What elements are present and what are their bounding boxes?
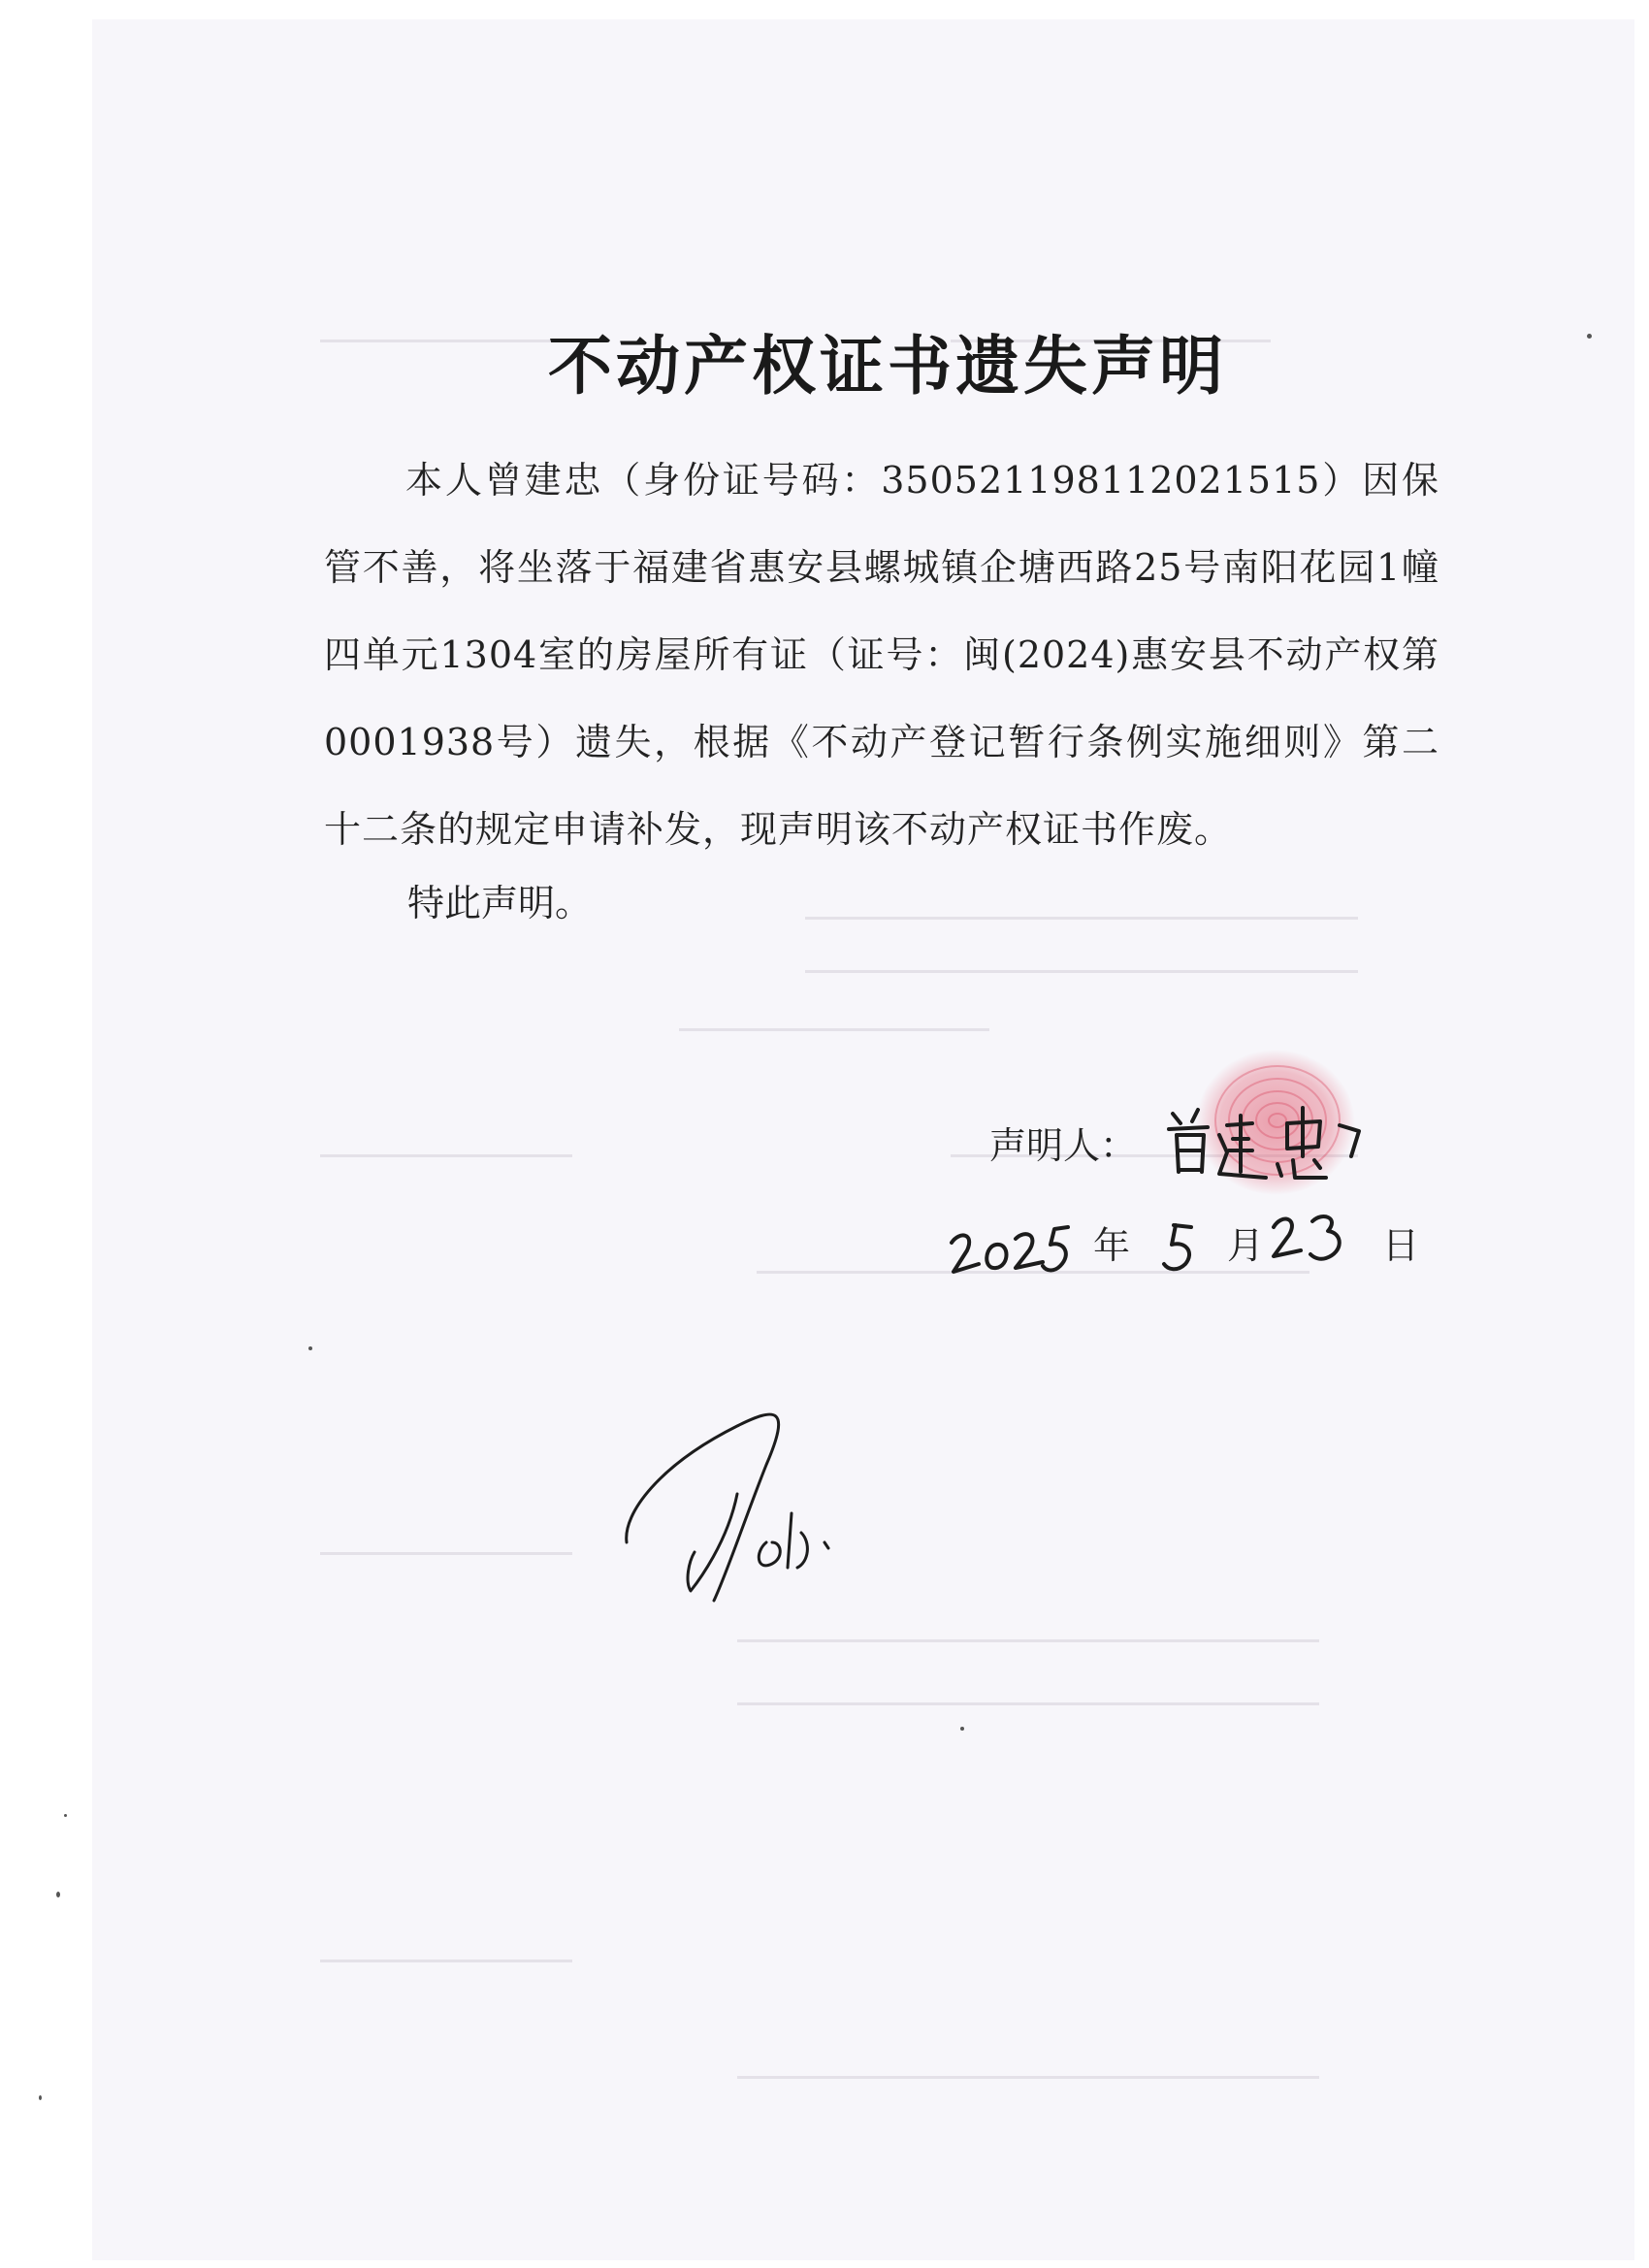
scan-speck — [960, 1727, 964, 1731]
handwritten-signature — [1159, 1096, 1373, 1183]
statement-body — [324, 437, 1439, 873]
handwritten-month — [1154, 1212, 1212, 1280]
scan-speck — [308, 1346, 312, 1350]
scan-speck — [39, 2095, 42, 2100]
statement-paragraph: 本人曾建忠（身份证号码：350521198112021515）因保管不善，将坐落于福建省惠安县螺城镇企塘西路25号南阳花园1幢四单元1304室的房屋所有证（证号：闽(2024)惠安县不动产权第0001938号）遗失，根据《不动产登记暂行条例实施细则》第二十二条的规定申请补发，现声明该不动产权证书作废。 — [324, 459, 1439, 851]
day-label: 日 — [1382, 1224, 1420, 1267]
declarant-row — [989, 1116, 1137, 1169]
declarant-label: 声明人： — [989, 1124, 1138, 1167]
handwritten-year — [946, 1208, 1072, 1280]
date-row — [946, 1198, 1431, 1285]
scan-speck — [56, 1892, 60, 1897]
year-label: 年 — [1093, 1224, 1131, 1267]
month-label: 月 — [1227, 1224, 1265, 1267]
scan-speck — [1587, 334, 1592, 339]
page-title: 不动产权证书遗失声明 — [548, 328, 1227, 405]
handwritten-day — [1266, 1198, 1353, 1276]
scan-speck — [64, 1814, 67, 1817]
closing-line: 特此声明。 — [407, 882, 593, 924]
approval-initial-mark — [621, 1397, 873, 1620]
